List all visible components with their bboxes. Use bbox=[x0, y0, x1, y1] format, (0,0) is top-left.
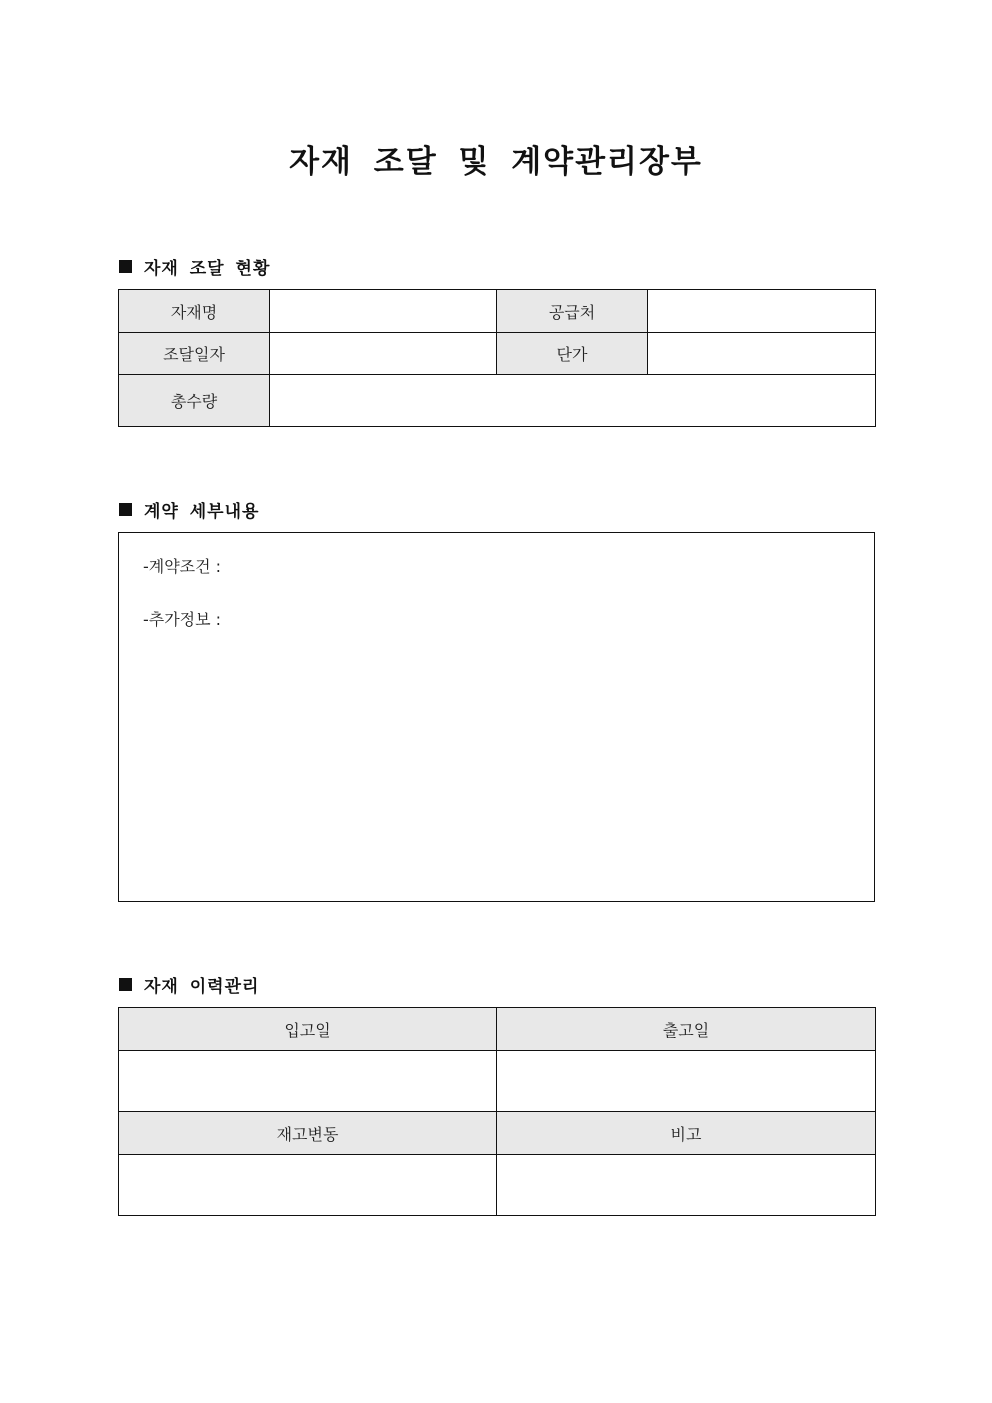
total-quantity-field[interactable] bbox=[270, 375, 876, 427]
header-outbound-date: 출고일 bbox=[497, 1008, 876, 1051]
unit-price-field[interactable] bbox=[648, 333, 876, 375]
table-row bbox=[119, 290, 876, 333]
section-heading-procurement bbox=[119, 254, 270, 279]
additional-info-label: -추가정보 : bbox=[143, 610, 222, 629]
table-row bbox=[119, 1155, 876, 1216]
square-bullet-icon bbox=[119, 260, 132, 273]
table-row bbox=[119, 333, 876, 375]
outbound-date-field[interactable] bbox=[497, 1051, 876, 1112]
document-title: 자재 조달 및 계약관리장부 bbox=[289, 144, 703, 180]
square-bullet-icon bbox=[119, 978, 132, 991]
label-procurement-date: 조달일자 bbox=[119, 333, 270, 375]
section-heading-history bbox=[119, 972, 259, 997]
header-inbound-date: 입고일 bbox=[119, 1008, 497, 1051]
table-row bbox=[119, 1051, 876, 1112]
table-row bbox=[119, 1112, 876, 1155]
contract-details-box[interactable] bbox=[118, 532, 875, 902]
supplier-field[interactable] bbox=[648, 290, 876, 333]
stock-change-field[interactable] bbox=[119, 1155, 497, 1216]
procurement-table bbox=[118, 289, 876, 427]
label-material-name: 자재명 bbox=[119, 290, 270, 333]
label-total-quantity: 총수량 bbox=[119, 375, 270, 427]
additional-info-line bbox=[143, 607, 221, 630]
table-row bbox=[119, 1008, 876, 1051]
procurement-date-field[interactable] bbox=[270, 333, 497, 375]
section-heading-label: 계약 세부내용 bbox=[144, 502, 260, 522]
label-unit-price: 단가 bbox=[497, 333, 648, 375]
history-table bbox=[118, 1007, 876, 1216]
remarks-field[interactable] bbox=[497, 1155, 876, 1216]
table-row bbox=[119, 375, 876, 427]
section-heading-contract bbox=[119, 497, 259, 522]
material-name-field[interactable] bbox=[270, 290, 497, 333]
contract-terms-label: -계약조건 : bbox=[143, 557, 222, 576]
inbound-date-field[interactable] bbox=[119, 1051, 497, 1112]
header-remarks: 비고 bbox=[497, 1112, 876, 1155]
section-heading-label: 자재 이력관리 bbox=[144, 977, 260, 997]
contract-terms-line bbox=[143, 554, 221, 577]
label-supplier: 공급처 bbox=[497, 290, 648, 333]
header-stock-change: 재고변동 bbox=[119, 1112, 497, 1155]
section-heading-label: 자재 조달 현황 bbox=[144, 259, 271, 279]
square-bullet-icon bbox=[119, 503, 132, 516]
